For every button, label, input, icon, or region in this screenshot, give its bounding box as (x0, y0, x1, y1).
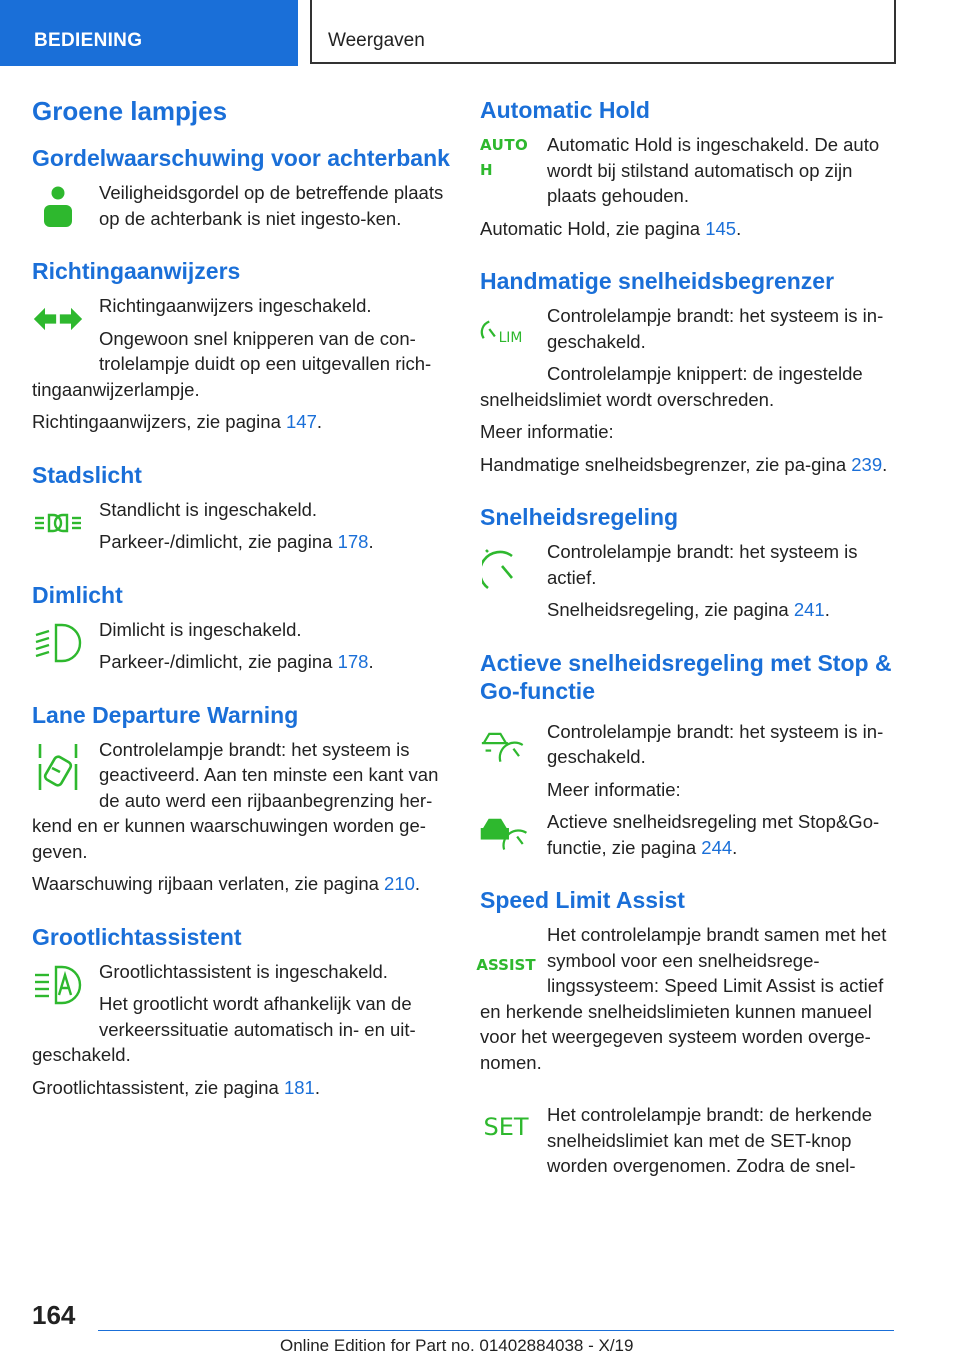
heading-stads: Stadslicht (32, 461, 142, 488)
ref-dim: Parkeer-/dimlicht, zie pagina 178. (99, 651, 374, 672)
page-title: Groene lampjes (32, 96, 228, 126)
entry-cruise: Controlelampje brandt: het systeem is actief. Snelheidsregeling, zie pagina 241. (480, 539, 898, 623)
ref-groot: Grootlichtassistent, zie pagina 181. (32, 1076, 320, 1098)
entry-sla-set: SET Het controlelampje brandt: de herkende snelheidslimiet kan met de SET-knop worden overgenomen. Zodra de snel- (480, 1102, 898, 1179)
page-link[interactable]: 147 (286, 411, 317, 432)
left-column: Groene lampjes Gordelwaarschuwing voor achterbank Veiligheidsgordel op de betreffende plaats op de achterbank is niet ingesto-ken. Richtingaanwijzers Richtingaanwijzers ingeschakeld. Ongewoon snel knipperen van de con-trolelampje duidt op een uitgevallen rich- tingaanwijzerlampje. Richtingaanwijzers, zie pagina 147. Stadslicht Standlicht is ingeschakeld. Parkeer-/dimlicht, zie pagina 178. Dimlicht Dimlicht is ingeschakeld. Parkeer-/dimlicht, zie pagina 178. Lane Departure Warning Controlelampje brandt: het systeem is geactiveerd. Aan ten minste een kant van de auto werd een rijbaanbegrenzing her- kend en er kunnen waarschuwingen worden ge-geven. Waarschuwing rijbaan verlaten, zie pagina 210. Grootlichtassistent Grootlichtassistent is ingeschakeld. Het grootlicht wordt afhankelijk van de verkeerssituatie automatisch in- en uit- geschakeld. Grootlichtassistent, zie pagina 181. (32, 96, 450, 1107)
speed-limiter-icon (480, 305, 532, 353)
entry-richting: Richtingaanwijzers ingeschakeld. Ongewoon snel knipperen van de con-trolelampje duidt op een uitgevallen rich- (32, 293, 450, 377)
section-tab (0, 0, 298, 66)
ref-stads: Parkeer-/dimlicht, zie pagina 178. (99, 531, 374, 552)
page-link[interactable]: 178 (337, 651, 369, 672)
ref-cruise: Snelheidsregeling, zie pagina 241. (547, 599, 830, 620)
heading-groot: Grootlichtassistent (32, 923, 242, 950)
ref-richting: Richtingaanwijzers, zie pagina 147. (32, 411, 323, 432)
set-icon: SET (483, 1113, 529, 1142)
low-beam-icon (32, 619, 84, 667)
turn-signal-arrows-icon (32, 295, 84, 343)
right-column: Automatic Hold AUTO H Automatic Hold is ingeschakeld. De auto wordt bij stilstand automatisch op zijn plaats gehouden. Automatic Hold, zie pagina 145. Handmatige snelheidsbegrenzer LIM Controlelampje brandt: het systeem is in-geschakeld. Controlelampje knippert: de ingestelde snelheidslimiet wordt overschreden. Meer informatie: Handmatige snelheidsbegrenzer, zie pa-gina 239. Snelheidsregeling Controlelampje brandt: het systeem is actief. Snelheidsregeling, zie pagina 241. Actieve snelheidsregeling met Stop & Go-functie Controlelampje brandt: het systeem is in-geschakeld. Meer informatie: Actieve snelheidsregeling met Stop&Go-functie, zie pagina 244. Speed Limit Assist ASSIST Het controlelampje brandt samen met het symbool voor een snelheidsrege-lingssysteem: Speed Limit Assist is actief en herkende snelheidslimieten kunnen manueel voor het weergegeven systeem worden overge-nomen. SET Het controlelampje brandt: de herkende snelheidslimiet kan met de SET-knop worden overgenomen. Zodra de snel- (480, 96, 898, 1186)
entry-gordel: Veiligheidsgordel op de betreffende plaats op de achterbank is niet ingesto-ken. (32, 180, 450, 231)
heading-acc: Actieve snelheidsregeling met Stop & Go-functie (480, 649, 892, 704)
heading-dim: Dimlicht (32, 581, 123, 608)
page-link[interactable]: 244 (701, 836, 733, 858)
page-link[interactable]: 210 (384, 873, 415, 894)
heading-hold: Automatic Hold (480, 97, 650, 123)
page-number: 164 (32, 1300, 76, 1330)
entry-hold: AUTO H Automatic Hold is ingeschakeld. De auto wordt bij stilstand automatisch op zijn plaats gehouden. (480, 134, 880, 206)
ref-hold: Automatic Hold, zie pagina 145. (480, 217, 742, 239)
svg-text:LIM: LIM (498, 330, 523, 346)
ref-limit: Handmatige snelheidsbegrenzer, zie pa-gina 239. (480, 453, 888, 475)
seatbelt-person-icon (32, 182, 84, 230)
footer-divider (98, 1330, 894, 1331)
heading-sla: Speed Limit Assist (480, 887, 685, 913)
lane-departure-icon (32, 739, 84, 795)
page-link[interactable]: 181 (283, 1076, 315, 1098)
speed-limit-assist-icon: ASSIST (476, 956, 536, 975)
cruise-control-icon (480, 541, 532, 597)
entry-acc: Controlelampje brandt: het systeem is in-geschakeld. Meer informatie: Actieve snelheidsregeling met Stop&Go-functie, zie pagina 244. (480, 719, 898, 861)
heading-cruise: Snelheidsregeling (480, 504, 679, 530)
active-cruise-filled-icon (480, 807, 532, 855)
subsection-tab (310, 0, 896, 64)
heading-richting: Richtingaanwijzers (32, 258, 241, 284)
entry-stads: Standlicht is ingeschakeld. Parkeer-/dimlicht, zie pagina 178. (32, 497, 450, 555)
ref-lane: Waarschuwing rijbaan verlaten, zie pagina 210. (32, 873, 421, 894)
page-link[interactable]: 239 (851, 453, 883, 475)
high-beam-assist-icon (32, 961, 84, 1009)
auto-hold-icon: AUTO H (480, 135, 529, 179)
parking-light-icon (32, 499, 84, 547)
heading-limit: Handmatige snelheidsbegrenzer (480, 268, 835, 294)
active-cruise-icon (480, 721, 532, 769)
page-header (0, 0, 960, 66)
entry-sla: ASSIST Het controlelampje brandt samen met het symbool voor een snelheidsrege-lingssysteem: Speed Limit Assist is actief (476, 924, 887, 996)
heading-gordel: Gordelwaarschuwing voor achterbank (32, 145, 450, 171)
entry-dim: Dimlicht is ingeschakeld. Parkeer-/dimlicht, zie pagina 178. (32, 617, 450, 675)
page-link[interactable]: 145 (705, 217, 737, 239)
entry-lane: Controlelampje brandt: het systeem is geactiveerd. Aan ten minste een kant van de auto werd een rijbaanbegrenzing her- (32, 737, 450, 814)
section-label: BEDIENING (34, 30, 143, 51)
entry-groot: Grootlichtassistent is ingeschakeld. Het grootlicht wordt afhankelijk van de verkeerssituatie automatisch in- en uit- (32, 959, 450, 1043)
page-link[interactable]: 178 (337, 531, 369, 552)
subsection-label: Weergaven (328, 30, 425, 51)
page-link[interactable]: 241 (793, 599, 825, 620)
entry-limit: LIM Controlelampje brandt: het systeem is in-geschakeld. Controlelampje knippert: de ingestelde (480, 303, 898, 387)
ref-acc: Actieve snelheidsregeling met Stop&Go-functie, zie pagina 244. (547, 811, 880, 858)
heading-lane: Lane Departure Warning (32, 701, 299, 728)
footer-edition: Online Edition for Part no. 01402884038 - X/19 (280, 1336, 634, 1355)
